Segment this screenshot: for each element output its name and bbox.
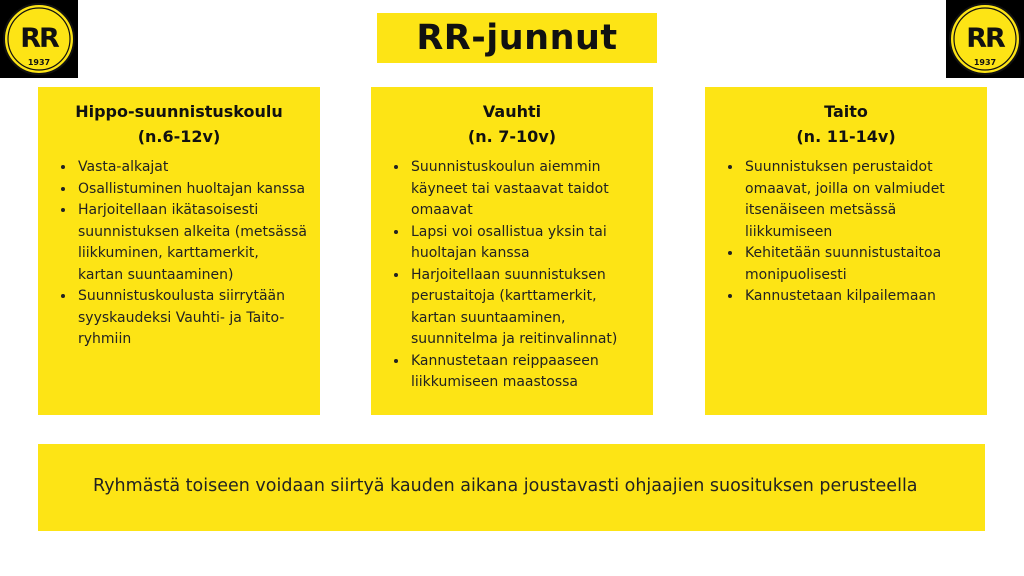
rr-emblem-icon [948, 2, 1022, 76]
list-item: • Suunnistuskoulusta siirrytään syyskaudeksi Vauhti- ja Taito-ryhmiin [76, 286, 308, 351]
group-card-vauhti [371, 87, 653, 415]
list-item: • Harjoitellaan suunnistuksen perustaitoja (karttamerkit, kartan suuntaaminen, suunnitelma ja reitinvalinnat) [409, 265, 641, 351]
group-name: Vauhti [482, 102, 542, 121]
page-title: RR-junnut [416, 18, 618, 58]
list-item: • Kehitetään suunnistustaitoa monipuolisesti [743, 243, 975, 286]
group-ages: (n.6-12v) [137, 127, 221, 146]
svg-text:RR: RR [966, 23, 1004, 54]
footer-banner [38, 444, 985, 531]
list-item: • Suunnistuskoulun aiemmin käyneet tai vastaavat taidot omaavat [409, 157, 641, 222]
rr-emblem-icon [2, 2, 76, 76]
group-name: Taito [824, 102, 868, 121]
list-item: • Kannustetaan kilpailemaan [743, 286, 975, 308]
list-item: • Vasta-alkajat [76, 157, 308, 179]
svg-text:1937: 1937 [27, 58, 51, 67]
list-item: • Kannustetaan reippaaseen liikkumiseen maastossa [409, 351, 641, 394]
svg-text:RR: RR [20, 23, 58, 54]
list-item: • Suunnistuksen perustaidot omaavat, joilla on valmiudet itsenäiseen metsässä liikkumiseen [743, 157, 975, 243]
group-name: Hippo-suunnistuskoulu [75, 102, 283, 121]
list-item: • Lapsi voi osallistua yksin tai huoltajan kanssa [409, 222, 641, 265]
group-ages: (n. 11-14v) [796, 127, 896, 146]
club-logo-right [946, 0, 1024, 78]
list-item: • Harjoitellaan ikätasoisesti suunnistuksen alkeita (metsässä liikkuminen, karttamerkit, kartan suuntaaminen) [76, 200, 308, 286]
group-ages: (n. 7-10v) [467, 127, 557, 146]
list-item: • Osallistuminen huoltajan kanssa [76, 179, 308, 201]
group-bullet-list [705, 157, 987, 308]
svg-text:1937: 1937 [973, 58, 997, 67]
group-bullet-list [371, 157, 653, 394]
group-card-taito [705, 87, 987, 415]
group-card-hippo [38, 87, 320, 415]
title-banner [377, 13, 657, 63]
group-bullet-list [38, 157, 320, 351]
footer-note: Ryhmästä toiseen voidaan siirtyä kauden aikana joustavasti ohjaajien suosituksen perusteella [93, 476, 918, 496]
group-heading [38, 99, 320, 149]
group-heading [705, 99, 987, 149]
group-heading [371, 99, 653, 149]
club-logo-left [0, 0, 78, 78]
